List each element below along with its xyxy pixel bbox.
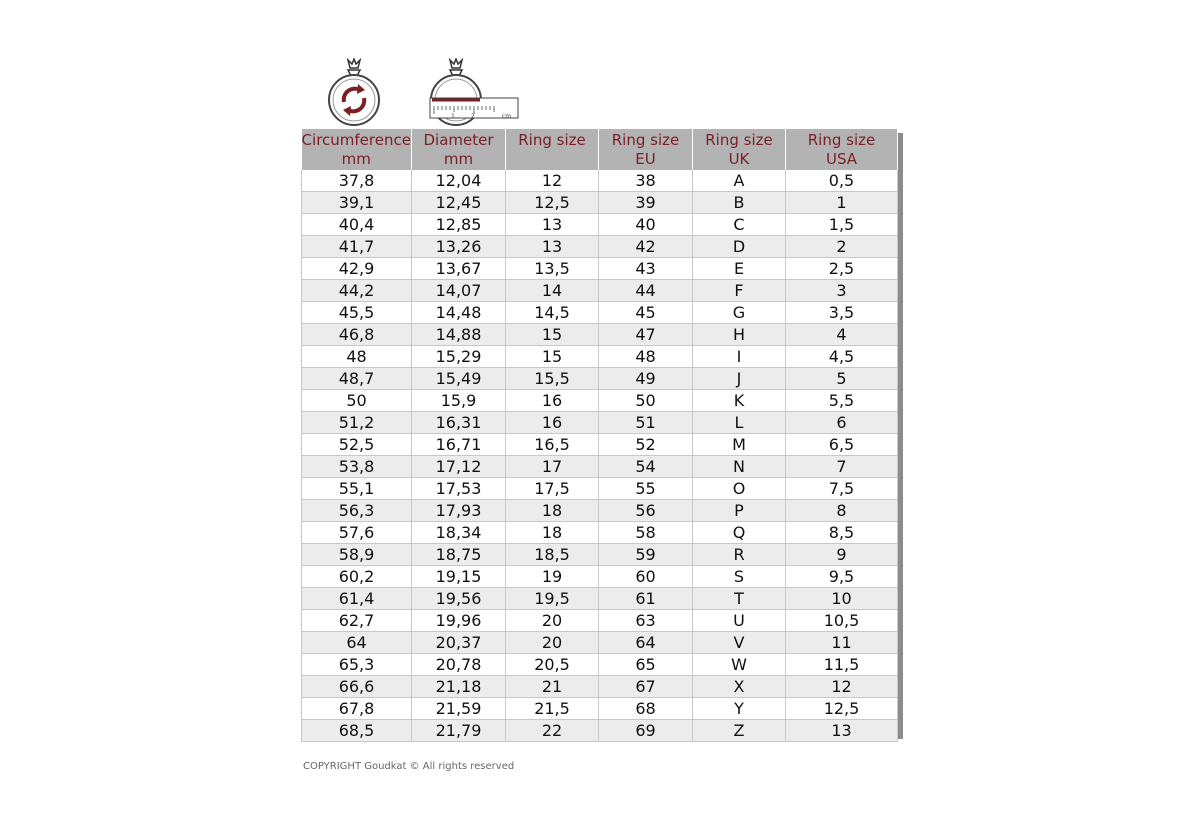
cell-ring-size-usa: 6,5 xyxy=(786,434,898,456)
table-row xyxy=(302,500,898,522)
cell-ring-size-eu: 45 xyxy=(599,302,693,324)
cell-ring-size-uk: P xyxy=(693,500,786,522)
header-line-2 xyxy=(506,150,598,169)
header-circumference xyxy=(302,129,412,170)
cell-ring-size-eu: 67 xyxy=(599,676,693,698)
cell-diameter: 15,29 xyxy=(412,346,506,368)
cell-ring-size-usa: 6 xyxy=(786,412,898,434)
cell-circumference: 39,1 xyxy=(302,192,412,214)
cell-ring-size: 18,5 xyxy=(506,544,599,566)
cell-diameter: 14,48 xyxy=(412,302,506,324)
cell-ring-size-uk: L xyxy=(693,412,786,434)
header-ring-size-eu xyxy=(599,129,693,170)
table-row xyxy=(302,192,898,214)
cell-ring-size-usa: 9 xyxy=(786,544,898,566)
cell-ring-size-eu: 43 xyxy=(599,258,693,280)
cell-diameter: 18,34 xyxy=(412,522,506,544)
cell-ring-size-uk: Z xyxy=(693,720,786,742)
cell-ring-size: 16 xyxy=(506,412,599,434)
cell-ring-size: 21,5 xyxy=(506,698,599,720)
cell-diameter: 19,56 xyxy=(412,588,506,610)
cell-circumference: 68,5 xyxy=(302,720,412,742)
ruler-unit-cm: cm xyxy=(502,113,512,120)
cell-ring-size-uk: C xyxy=(693,214,786,236)
ring-icons xyxy=(318,58,538,128)
cell-ring-size-usa: 3 xyxy=(786,280,898,302)
cell-ring-size-eu: 48 xyxy=(599,346,693,368)
cell-diameter: 12,85 xyxy=(412,214,506,236)
cell-circumference: 41,7 xyxy=(302,236,412,258)
cell-diameter: 17,93 xyxy=(412,500,506,522)
cell-diameter: 16,71 xyxy=(412,434,506,456)
cell-ring-size: 13 xyxy=(506,236,599,258)
cell-ring-size: 15 xyxy=(506,324,599,346)
cell-ring-size-eu: 38 xyxy=(599,170,693,192)
cell-ring-size-uk: V xyxy=(693,632,786,654)
cell-circumference: 56,3 xyxy=(302,500,412,522)
cell-ring-size-usa: 5 xyxy=(786,368,898,390)
header-ring-size xyxy=(506,129,599,170)
cell-circumference: 48 xyxy=(302,346,412,368)
table-row xyxy=(302,544,898,566)
cell-ring-size-uk: R xyxy=(693,544,786,566)
cell-ring-size-usa: 0,5 xyxy=(786,170,898,192)
ruler-mark-2: 2 xyxy=(471,113,475,120)
cell-diameter: 21,79 xyxy=(412,720,506,742)
cell-diameter: 21,59 xyxy=(412,698,506,720)
cell-diameter: 15,49 xyxy=(412,368,506,390)
cell-circumference: 65,3 xyxy=(302,654,412,676)
cell-ring-size-eu: 51 xyxy=(599,412,693,434)
cell-circumference: 45,5 xyxy=(302,302,412,324)
cell-ring-size-usa: 10 xyxy=(786,588,898,610)
cell-ring-size-uk: X xyxy=(693,676,786,698)
cell-ring-size-uk: J xyxy=(693,368,786,390)
cell-circumference: 46,8 xyxy=(302,324,412,346)
cell-circumference: 40,4 xyxy=(302,214,412,236)
table-row xyxy=(302,676,898,698)
header-diameter xyxy=(412,129,506,170)
cell-ring-size: 18 xyxy=(506,522,599,544)
cell-ring-size-eu: 60 xyxy=(599,566,693,588)
ruler-mark-1: 1 xyxy=(451,113,455,120)
table-row xyxy=(302,412,898,434)
cell-diameter: 13,67 xyxy=(412,258,506,280)
cell-ring-size-usa: 4 xyxy=(786,324,898,346)
cell-diameter: 12,04 xyxy=(412,170,506,192)
table-row xyxy=(302,170,898,192)
cell-ring-size: 20 xyxy=(506,610,599,632)
ring-circumference-icon xyxy=(324,58,384,126)
cell-ring-size-eu: 54 xyxy=(599,456,693,478)
cell-ring-size: 15,5 xyxy=(506,368,599,390)
cell-ring-size: 12,5 xyxy=(506,192,599,214)
table-row xyxy=(302,698,898,720)
ring-size-table xyxy=(301,129,898,742)
cell-ring-size: 18 xyxy=(506,500,599,522)
cell-ring-size-uk: G xyxy=(693,302,786,324)
cell-circumference: 61,4 xyxy=(302,588,412,610)
cell-ring-size-eu: 40 xyxy=(599,214,693,236)
cell-circumference: 64 xyxy=(302,632,412,654)
cell-ring-size-usa: 9,5 xyxy=(786,566,898,588)
cell-circumference: 62,7 xyxy=(302,610,412,632)
cell-ring-size-usa: 8,5 xyxy=(786,522,898,544)
cell-ring-size: 19 xyxy=(506,566,599,588)
cell-ring-size-eu: 49 xyxy=(599,368,693,390)
table-row xyxy=(302,654,898,676)
header-line-2: UK xyxy=(728,149,750,168)
cell-ring-size-usa: 3,5 xyxy=(786,302,898,324)
cell-ring-size: 20,5 xyxy=(506,654,599,676)
cell-ring-size-eu: 59 xyxy=(599,544,693,566)
cell-ring-size-usa: 5,5 xyxy=(786,390,898,412)
header-line-1: Diameter xyxy=(423,130,494,149)
cell-ring-size-uk: O xyxy=(693,478,786,500)
cell-ring-size: 16,5 xyxy=(506,434,599,456)
cell-ring-size: 19,5 xyxy=(506,588,599,610)
table-row xyxy=(302,346,898,368)
header-line-1: Ring size xyxy=(518,130,586,149)
header-ring-size-uk xyxy=(693,129,786,170)
cell-ring-size-uk: I xyxy=(693,346,786,368)
cell-ring-size-eu: 47 xyxy=(599,324,693,346)
cell-ring-size-eu: 58 xyxy=(599,522,693,544)
table-row xyxy=(302,390,898,412)
table-row xyxy=(302,214,898,236)
cell-ring-size-usa: 11 xyxy=(786,632,898,654)
cell-ring-size-eu: 50 xyxy=(599,390,693,412)
cell-ring-size-eu: 56 xyxy=(599,500,693,522)
header-line-1: Ring size xyxy=(611,130,680,149)
cell-ring-size-eu: 55 xyxy=(599,478,693,500)
cell-diameter: 13,26 xyxy=(412,236,506,258)
cell-ring-size-usa: 11,5 xyxy=(786,654,898,676)
cell-diameter: 14,88 xyxy=(412,324,506,346)
cell-diameter: 17,53 xyxy=(412,478,506,500)
table-header-row xyxy=(302,129,898,170)
cell-ring-size: 21 xyxy=(506,676,599,698)
cell-circumference: 42,9 xyxy=(302,258,412,280)
cell-ring-size: 17,5 xyxy=(506,478,599,500)
cell-circumference: 51,2 xyxy=(302,412,412,434)
cell-ring-size-eu: 63 xyxy=(599,610,693,632)
cell-diameter: 21,18 xyxy=(412,676,506,698)
cell-diameter: 18,75 xyxy=(412,544,506,566)
table-row xyxy=(302,588,898,610)
cell-ring-size-uk: S xyxy=(693,566,786,588)
cell-ring-size-uk: Q xyxy=(693,522,786,544)
header-line-2: mm xyxy=(341,149,371,168)
table-row xyxy=(302,434,898,456)
table-row xyxy=(302,522,898,544)
cell-circumference: 57,6 xyxy=(302,522,412,544)
header-line-1: Ring size xyxy=(705,130,773,149)
header-line-1: Ring size xyxy=(807,130,876,149)
cell-ring-size-usa: 13 xyxy=(786,720,898,742)
cell-ring-size-eu: 39 xyxy=(599,192,693,214)
cell-diameter: 14,07 xyxy=(412,280,506,302)
cell-circumference: 44,2 xyxy=(302,280,412,302)
cell-circumference: 67,8 xyxy=(302,698,412,720)
cell-ring-size: 14 xyxy=(506,280,599,302)
cell-circumference: 60,2 xyxy=(302,566,412,588)
cell-diameter: 15,9 xyxy=(412,390,506,412)
cell-ring-size-uk: D xyxy=(693,236,786,258)
cell-ring-size-eu: 68 xyxy=(599,698,693,720)
cell-ring-size-uk: E xyxy=(693,258,786,280)
cell-ring-size-uk: A xyxy=(693,170,786,192)
table-row xyxy=(302,610,898,632)
table-row xyxy=(302,368,898,390)
cell-ring-size-uk: N xyxy=(693,456,786,478)
cell-ring-size-usa: 12,5 xyxy=(786,698,898,720)
cell-ring-size-eu: 65 xyxy=(599,654,693,676)
header-line-2: EU xyxy=(635,149,656,168)
cell-ring-size-eu: 52 xyxy=(599,434,693,456)
ring-diameter-ruler-icon xyxy=(424,58,524,126)
cell-ring-size-usa: 4,5 xyxy=(786,346,898,368)
cell-ring-size-uk: W xyxy=(693,654,786,676)
cell-circumference: 52,5 xyxy=(302,434,412,456)
header-line-1: Circumference xyxy=(301,130,411,149)
cell-ring-size: 14,5 xyxy=(506,302,599,324)
cell-ring-size-eu: 42 xyxy=(599,236,693,258)
copyright-text: COPYRIGHT Goudkat © All rights reserved xyxy=(303,761,515,772)
cell-circumference: 50 xyxy=(302,390,412,412)
cell-circumference: 37,8 xyxy=(302,170,412,192)
cell-ring-size-usa: 8 xyxy=(786,500,898,522)
cell-ring-size: 12 xyxy=(506,170,599,192)
cell-diameter: 19,15 xyxy=(412,566,506,588)
cell-ring-size-eu: 64 xyxy=(599,632,693,654)
table-row xyxy=(302,566,898,588)
table-row xyxy=(302,258,898,280)
cell-ring-size: 13 xyxy=(506,214,599,236)
cell-ring-size-eu: 61 xyxy=(599,588,693,610)
ring-size-table-container xyxy=(301,129,897,742)
table-row xyxy=(302,280,898,302)
cell-circumference: 55,1 xyxy=(302,478,412,500)
cell-diameter: 19,96 xyxy=(412,610,506,632)
cell-ring-size: 15 xyxy=(506,346,599,368)
cell-ring-size-uk: F xyxy=(693,280,786,302)
cell-ring-size: 16 xyxy=(506,390,599,412)
cell-circumference: 58,9 xyxy=(302,544,412,566)
table-row xyxy=(302,456,898,478)
cell-circumference: 53,8 xyxy=(302,456,412,478)
cell-ring-size-usa: 1,5 xyxy=(786,214,898,236)
cell-ring-size-usa: 7 xyxy=(786,456,898,478)
table-row xyxy=(302,632,898,654)
cell-ring-size-uk: U xyxy=(693,610,786,632)
cell-ring-size-uk: B xyxy=(693,192,786,214)
cell-ring-size-uk: M xyxy=(693,434,786,456)
table-row xyxy=(302,478,898,500)
header-line-2: USA xyxy=(825,149,858,168)
cell-ring-size-uk: T xyxy=(693,588,786,610)
cell-diameter: 20,78 xyxy=(412,654,506,676)
cell-ring-size: 22 xyxy=(506,720,599,742)
cell-ring-size: 17 xyxy=(506,456,599,478)
cell-ring-size-usa: 2 xyxy=(786,236,898,258)
table-row xyxy=(302,302,898,324)
cell-circumference: 66,6 xyxy=(302,676,412,698)
cell-diameter: 12,45 xyxy=(412,192,506,214)
table-body xyxy=(302,170,898,742)
cell-circumference: 48,7 xyxy=(302,368,412,390)
cell-ring-size-uk: K xyxy=(693,390,786,412)
cell-ring-size-eu: 44 xyxy=(599,280,693,302)
cell-ring-size: 13,5 xyxy=(506,258,599,280)
cell-ring-size-uk: Y xyxy=(693,698,786,720)
header-ring-size-usa xyxy=(786,129,898,170)
cell-ring-size-usa: 10,5 xyxy=(786,610,898,632)
cell-ring-size: 20 xyxy=(506,632,599,654)
cell-ring-size-usa: 2,5 xyxy=(786,258,898,280)
cell-ring-size-usa: 12 xyxy=(786,676,898,698)
cell-diameter: 20,37 xyxy=(412,632,506,654)
cell-ring-size-usa: 7,5 xyxy=(786,478,898,500)
cell-diameter: 17,12 xyxy=(412,456,506,478)
cell-ring-size-uk: H xyxy=(693,324,786,346)
cell-ring-size-eu: 69 xyxy=(599,720,693,742)
table-row xyxy=(302,236,898,258)
header-line-2: mm xyxy=(443,149,474,168)
table-row xyxy=(302,324,898,346)
cell-diameter: 16,31 xyxy=(412,412,506,434)
cell-ring-size-usa: 1 xyxy=(786,192,898,214)
table-row xyxy=(302,720,898,742)
